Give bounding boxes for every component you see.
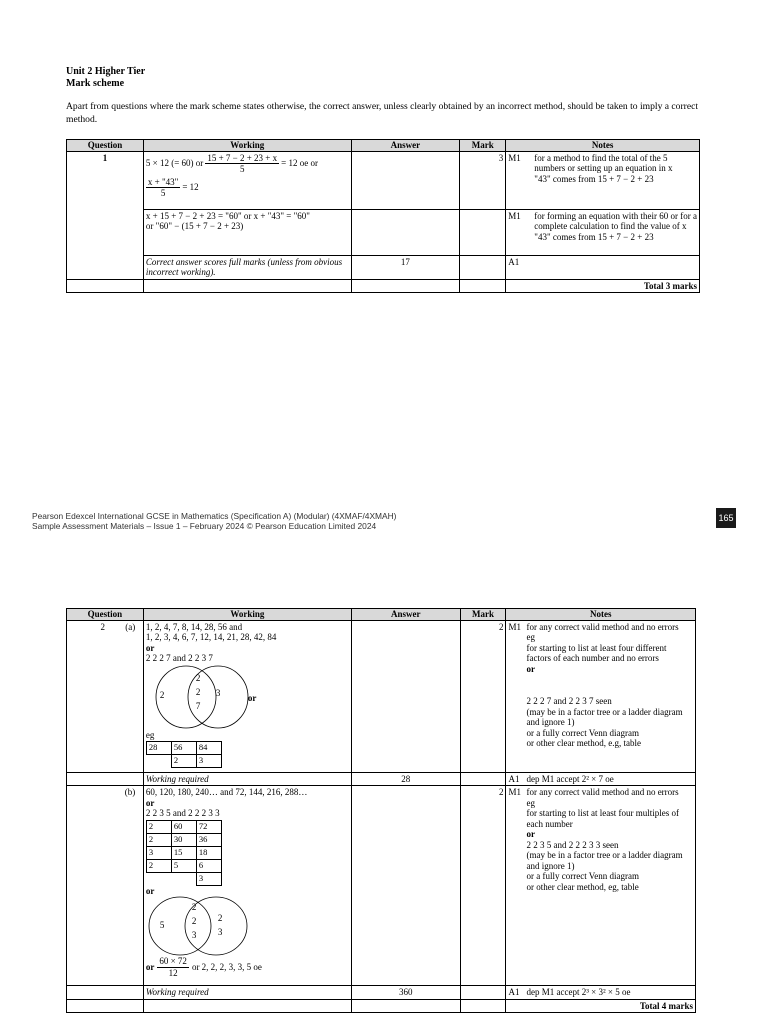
col-mark: Mark: [460, 609, 506, 621]
note-text: for any correct valid method and no errors: [526, 787, 679, 797]
answer-cell: [351, 151, 460, 209]
note-text: or a fully correct Venn diagram: [526, 727, 640, 738]
q1-table: [66, 139, 700, 293]
note-text: 2 2 3 5 and 2 2 2 3 3 seen: [526, 839, 619, 850]
table-cell: 2: [146, 859, 171, 872]
fraction-numerator: 60 × 72: [159, 956, 187, 966]
fraction-denominator: 5: [160, 188, 166, 198]
col-notes: Notes: [506, 140, 700, 152]
table-cell: 18: [196, 846, 221, 859]
answer-cell: [351, 786, 460, 986]
col-answer: Answer: [351, 609, 460, 621]
venn-diagram: [146, 664, 346, 730]
note-text: for starting to list at least four different factors of each number and no errors: [526, 642, 667, 663]
venn-mid-value: 2: [191, 916, 197, 926]
answer-cell: [351, 209, 460, 255]
working-required: Working required: [143, 772, 351, 786]
table-cell: 36: [196, 833, 221, 846]
note-text: eg: [526, 797, 535, 808]
working-cell: [143, 209, 351, 255]
working-text: 5 × 12 (= 60) or: [145, 158, 204, 169]
mark-code: M1: [508, 787, 521, 797]
answer-cell: 28: [351, 772, 460, 786]
table-cell: 15: [171, 846, 196, 859]
footer-spec: Pearson Edexcel International GCSE in Mathematics (Specification A) (Modular) (4XMAF/4XMAH): [32, 511, 397, 521]
table-cell: 28: [146, 742, 171, 755]
table-cell: 3: [146, 846, 171, 859]
page-number: 165: [716, 508, 736, 528]
total-marks: Total 3 marks: [506, 279, 700, 293]
working-cell: [143, 151, 351, 209]
ladder-table: [146, 820, 222, 886]
mark-cell: 2: [460, 620, 506, 772]
question-number-cell: [67, 620, 144, 772]
col-notes: Notes: [506, 609, 696, 621]
table-cell: 60: [171, 820, 196, 833]
question-part: (a): [125, 621, 136, 632]
mark-cell: [460, 772, 506, 786]
table-cell: 72: [196, 820, 221, 833]
venn-diagram: [146, 896, 346, 956]
table-row: [67, 255, 700, 279]
col-mark: Mark: [460, 140, 506, 152]
question-number: 2: [100, 621, 105, 632]
total-marks: Total 4 marks: [506, 999, 696, 1013]
mark-code: M1: [508, 210, 521, 221]
table-row: [67, 151, 700, 209]
working-text: = 12: [182, 182, 199, 193]
division-table: [146, 741, 222, 768]
col-answer: Answer: [351, 140, 460, 152]
mark-cell: 3: [460, 151, 506, 209]
venn-mid-value: 2: [195, 672, 201, 683]
notes-cell: [506, 255, 700, 279]
working-text: 2 2 2 7 and 2 2 3 7: [145, 653, 213, 663]
page-footer: [32, 511, 396, 531]
note-text: or other clear method, e.g, table: [526, 738, 641, 748]
venn-right-value: 3: [215, 687, 221, 698]
working-text: eg: [145, 729, 155, 740]
col-working: Working: [143, 609, 351, 621]
mark-code: M1: [508, 152, 521, 163]
note-text: eg: [526, 632, 535, 642]
notes-cell: [506, 986, 696, 1000]
working-cell: [143, 786, 351, 986]
mark-code: A1: [508, 987, 520, 997]
fraction-denominator: 5: [239, 164, 245, 174]
note-text: (may be in a factor tree or a ladder diagram and ignore 1): [526, 706, 683, 727]
venn-or: or: [247, 692, 257, 703]
fraction-numerator: x + "43": [147, 176, 179, 187]
mark-cell: [460, 255, 506, 279]
total-row: [67, 999, 696, 1013]
venn-mid-value: 7: [195, 700, 201, 711]
table-cell: 2: [171, 755, 196, 768]
working-cell: [143, 620, 351, 772]
working-text: or: [145, 885, 155, 896]
question-number: 1: [67, 151, 144, 279]
footer-issue: Sample Assessment Materials – Issue 1 – February 2024 © Pearson Education Limited 2024: [32, 521, 377, 531]
venn-mid-value: 2: [195, 686, 201, 697]
fraction: [205, 153, 279, 175]
col-question: Question: [67, 609, 144, 621]
working-text: or: [145, 961, 155, 972]
question-number-cell: [67, 786, 144, 986]
venn-right-value: 2: [217, 913, 223, 923]
fraction: [157, 956, 189, 978]
document-header: [66, 66, 145, 90]
note-text: dep M1 accept 2³ × 3² × 5 oe: [526, 987, 631, 997]
table-cell: 2: [146, 833, 171, 846]
fraction-numerator: 15 + 7 − 2 + 23 + x: [207, 152, 278, 163]
q2-table: [66, 608, 696, 1013]
mark-cell: [460, 209, 506, 255]
table-row: [67, 786, 696, 986]
table-cell: 84: [196, 742, 221, 755]
table-cell: 3: [196, 755, 221, 768]
note-text: for forming an equation with their 60 or for a complete calculation to find the value of x: [534, 210, 697, 231]
table-cell: 3: [196, 872, 221, 885]
table-cell: 2: [146, 820, 171, 833]
note-text: "43" comes from 15 + 7 − 2 + 23: [534, 173, 654, 184]
note-text: or: [526, 829, 535, 839]
answer-cell: 360: [351, 986, 460, 1000]
fraction-denominator: 12: [168, 967, 178, 978]
working-text: 2 2 3 5 and 2 2 2 3 3: [145, 808, 220, 818]
mark-code: A1: [508, 256, 520, 267]
question-part: (b): [124, 787, 136, 797]
table-cell: 30: [171, 833, 196, 846]
table-row: [67, 772, 696, 786]
mark-scheme-title: Mark scheme: [66, 78, 125, 89]
working-text: or: [145, 797, 155, 808]
table-cell: 6: [196, 859, 221, 872]
working-text: or "60" − (15 + 7 − 2 + 23): [145, 221, 244, 231]
venn-left-value: 5: [159, 920, 165, 930]
answer-cell: 17: [351, 255, 460, 279]
total-row: [67, 279, 700, 293]
mark-cell: [460, 986, 506, 1000]
note-text: dep M1 accept 2² × 7 oe: [526, 773, 614, 784]
notes-cell: [506, 620, 696, 772]
mark-code: M1: [508, 621, 521, 632]
notes-cell: [506, 151, 700, 209]
answer-cell: [351, 620, 460, 772]
working-text: 1, 2, 3, 4, 6, 7, 12, 14, 21, 28, 42, 84: [145, 632, 277, 642]
note-text: for any correct valid method and no errors: [526, 621, 679, 632]
working-text: or: [145, 642, 155, 653]
working-text: x + 15 + 7 − 2 + 23 = "60" or x + "43" = "60": [145, 210, 310, 221]
working-required: Working required: [143, 986, 351, 1000]
table-row: [67, 209, 700, 255]
notes-cell: [506, 209, 700, 255]
table-row: [67, 986, 696, 1000]
working-cell: Correct answer scores full marks (unless from obvious incorrect working).: [143, 255, 351, 279]
notes-cell: [506, 786, 696, 986]
table-cell: 5: [171, 859, 196, 872]
note-text: or a fully correct Venn diagram: [526, 871, 640, 881]
note-text: "43" comes from 15 + 7 − 2 + 23: [534, 231, 654, 242]
note-text: or: [526, 663, 535, 674]
mark-code: A1: [508, 773, 520, 784]
note-text: 2 2 2 7 and 2 2 3 7 seen: [526, 696, 612, 706]
working-text: 1, 2, 4, 7, 8, 14, 28, 56 and: [145, 621, 243, 632]
note-text: (may be in a factor tree or a ladder diagram and ignore 1): [526, 850, 683, 871]
note-text: for a method to find the total of the 5 numbers or setting up an equation in x: [534, 152, 673, 173]
venn-mid-value: 2: [191, 902, 197, 912]
note-text: for starting to list at least four multiples of each number: [526, 808, 679, 829]
working-text: = 12 oe or: [281, 158, 318, 169]
q2-header-row: [67, 609, 696, 621]
fraction: [146, 177, 180, 199]
unit-title: Unit 2 Higher Tier: [66, 66, 146, 77]
venn-mid-value: 3: [191, 930, 197, 940]
table-row: [67, 620, 696, 772]
mark-cell: 2: [460, 786, 506, 986]
venn-left-value: 2: [159, 689, 165, 700]
q1-header-row: [67, 140, 700, 152]
working-text: 60, 120, 180, 240… and 72, 144, 216, 288…: [145, 787, 308, 797]
venn-right-value: 3: [217, 927, 223, 937]
working-text: or 2, 2, 2, 3, 3, 5 oe: [191, 961, 262, 972]
note-text: or other clear method, eg, table: [526, 881, 639, 892]
table-cell: 56: [171, 742, 196, 755]
col-question: Question: [67, 140, 144, 152]
notes-cell: [506, 772, 696, 786]
col-working: Working: [143, 140, 351, 152]
intro-paragraph: Apart from questions where the mark scheme states otherwise, the correct answer, unless clearly obtained by an incorrect method, should be taken to imply a correct method.: [66, 101, 699, 125]
venn-circles: [146, 896, 286, 956]
